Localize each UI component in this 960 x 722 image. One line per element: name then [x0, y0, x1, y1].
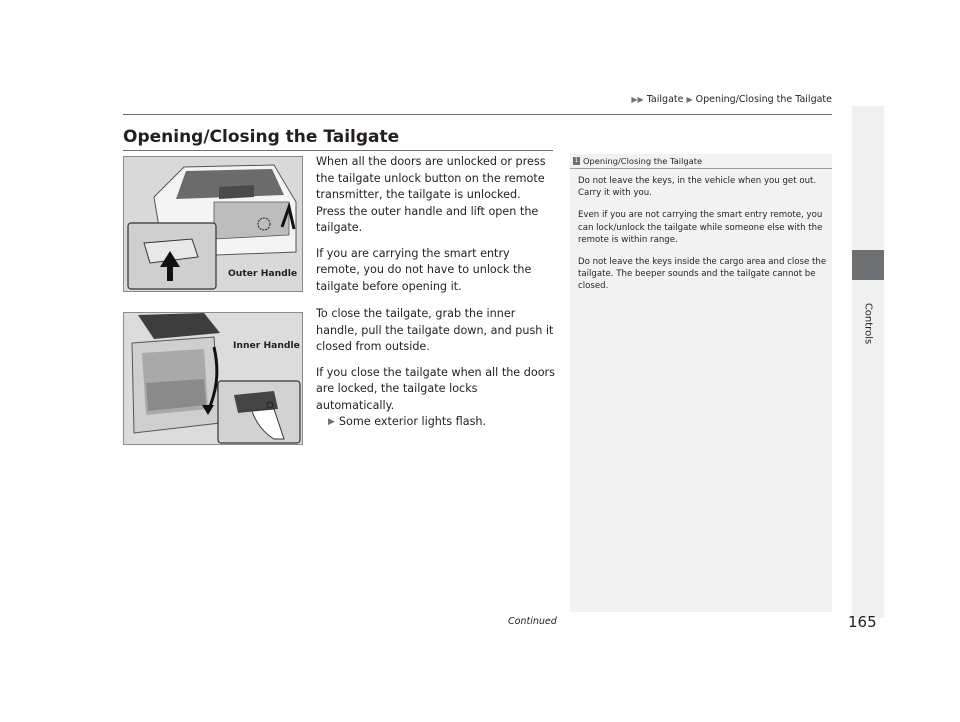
- open-tailgate-illustration: [124, 313, 303, 445]
- chevron-right-icon: ▶▶: [631, 95, 644, 104]
- paragraph: If you are carrying the smart entry remote, you do not have to unlock the tailgate before opening it.: [316, 246, 532, 293]
- note-sidebar-body: [578, 175, 828, 303]
- page-number: 165: [848, 613, 877, 631]
- paragraph: If you close the tailgate when all the doors are locked, the tailgate locks automatically.: [316, 365, 555, 412]
- result-bullet-text: Some exterior lights flash.: [338, 415, 487, 428]
- note-sidebar-heading[interactable]: [570, 156, 832, 166]
- breadcrumb-current: Opening/Closing the Tailgate: [695, 94, 832, 105]
- instructions-close: [316, 306, 556, 431]
- chapter-tab-marker: [852, 250, 884, 280]
- note-sidebar-divider: [570, 168, 832, 169]
- paragraph: When all the doors are unlocked or press the tailgate unlock button on the remote transmitter, the tailgate is unlocked.: [316, 155, 546, 201]
- page-title: Opening/Closing the Tailgate: [123, 127, 400, 147]
- inner-handle-callout: Inner Handle: [233, 340, 300, 351]
- chapter-tab-background: [852, 106, 884, 618]
- note-paragraph: Even if you are not carrying the smart entry remote, you can lock/unlock the tailgate while someone else with the remote is within range.: [578, 210, 823, 245]
- outer-handle-callout: Outer Handle: [228, 268, 298, 279]
- note-sidebar-title: Opening/Closing the Tailgate: [583, 156, 703, 166]
- paragraph: To close the tailgate, grab the inner handle, pull the tailgate down, and push it closed from outside.: [316, 307, 554, 353]
- continued-label: Continued: [508, 616, 557, 627]
- title-divider: [123, 150, 553, 151]
- chevron-right-icon: ▶: [686, 95, 693, 104]
- note-paragraph: Do not leave the keys inside the cargo area and close the tailgate. The beeper sounds and the tailgate cannot be closed.: [578, 257, 827, 292]
- result-bullet: [316, 414, 556, 431]
- chapter-tab[interactable]: [852, 283, 884, 353]
- note-number-icon: 1: [574, 157, 579, 164]
- breadcrumb-parent[interactable]: Tailgate: [646, 94, 684, 105]
- instructions-open: [316, 154, 556, 304]
- arrow-right-icon: ▶: [328, 417, 335, 427]
- paragraph: Press the outer handle and lift open the tailgate.: [316, 204, 539, 234]
- chapter-tab-label: Controls: [862, 302, 874, 345]
- header-divider: [123, 114, 832, 115]
- note-paragraph: Do not leave the keys, in the vehicle when you get out. Carry it with you.: [578, 176, 817, 199]
- breadcrumb: [631, 94, 832, 105]
- inner-handle-illustration: [123, 312, 303, 445]
